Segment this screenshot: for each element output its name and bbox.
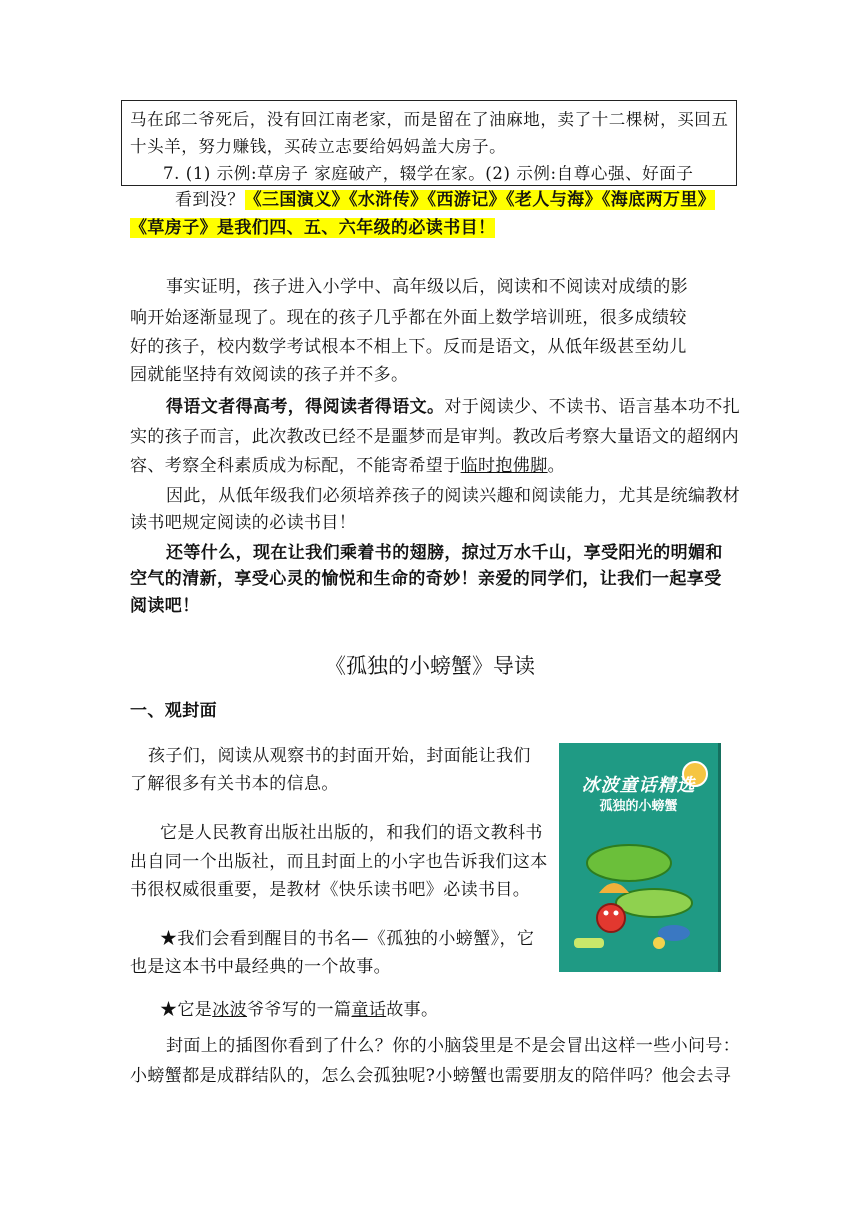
cover-p2-line-1: 它是人民教育出版社出版的，和我们的语文教科书 <box>160 823 543 843</box>
cover-p1-line-1: 孩子们，阅读从观察书的封面开始，封面能让我们 <box>148 746 531 766</box>
para2-line-3-pre: 容、考察全科素质成为标配，不能寄希望于 <box>130 456 461 476</box>
intro-line <box>175 186 715 214</box>
cover-p4 <box>160 996 438 1024</box>
cover-p3-line-2: 也是这本书中最经典的一个故事。 <box>130 957 391 977</box>
answer-line-1: 马在邱二爷死后，没有回江南老家，而是留在了油麻地，卖了十二棵树，买回五 <box>130 110 729 129</box>
cover-p4-post: 故事。 <box>386 1000 439 1020</box>
cover-p4-mid: 爷爷写的一篇 <box>247 1000 352 1020</box>
cover-series-title: 冰波童话精选 <box>581 775 696 796</box>
para4-line-3: 阅读吧！ <box>130 596 200 616</box>
para4-line-2: 空气的清新，享受心灵的愉悦和生命的奇妙！亲爱的同学们，让我们一起享受 <box>130 569 722 589</box>
para4-line-1: 还等什么，现在让我们乘着书的翅膀，掠过万水千山，享受阳光的明媚和 <box>166 543 723 563</box>
highlight-books-2: 《草房子》是我们四、五、六年级的必读书目！ <box>130 218 496 238</box>
cover-p2-line-3: 书很权威很重要，是教材《快乐读书吧》必读书目。 <box>130 880 531 900</box>
genre-word: 童话 <box>351 1000 387 1020</box>
book-cover-image <box>559 743 721 972</box>
para2-bold-slogan: 得语文者得高考，得阅读者得语文。 <box>166 397 445 417</box>
para2-line-3 <box>130 452 565 480</box>
para1-line-2: 响开始逐渐显现了。现在的孩子几乎都在外面上数学培训班，很多成绩较 <box>130 308 687 328</box>
author-name: 冰波 <box>212 1000 248 1020</box>
para1-line-3: 好的孩子，校内数学考试根本不相上下。反而是语文，从低年级甚至幼儿 <box>130 337 687 357</box>
para1-line-1: 事实证明，孩子进入小学中、高年级以后，阅读和不阅读对成绩的影 <box>166 277 688 297</box>
para2-line-2: 实的孩子而言，此次教改已经不是噩梦而是审判。教改后考察大量语文的超纲内 <box>130 427 739 447</box>
intro-lead: 看到没？ <box>175 190 245 210</box>
para2-line-1 <box>166 393 740 421</box>
cover-p2-line-2: 出自同一个出版社，而且封面上的小字也告诉我们这本 <box>130 852 548 872</box>
answer-line-2: 十头羊，努力赚钱，买砖立志要给妈妈盖大房子。 <box>130 137 507 156</box>
cover-book-title: 孤独的小螃蟹 <box>599 799 678 814</box>
intro-line-2 <box>130 214 495 242</box>
final-line-2: 小螃蟹都是成群结队的，怎么会孤独呢?小螃蟹也需要朋友的陪伴吗？他会去寻 <box>130 1066 732 1086</box>
para2-line-3-post: 。 <box>547 456 566 476</box>
guide-title: 《孤独的小螃蟹》导读 <box>325 654 535 678</box>
cover-p3-line-1: ★我们会看到醒目的书名—《孤独的小螃蟹》，它 <box>160 929 535 949</box>
cover-illustration <box>559 743 721 972</box>
section-heading: 一、观封面 <box>130 701 217 721</box>
final-line-1: 封面上的插图你看到了什么？你的小脑袋里是不是会冒出这样一些小问号： <box>166 1036 741 1056</box>
para3-line-2: 读书吧规定阅读的必读书目！ <box>130 513 357 533</box>
underlined-phrase: 临时抱佛脚 <box>460 456 548 476</box>
highlight-books-1: 《三国演义》《水浒传》《西游记》《老人与海》《海底两万里》 <box>244 190 716 210</box>
cover-p4-pre: ★它是 <box>160 1000 213 1020</box>
para3-line-1: 因此，从低年级我们必须培养孩子的阅读兴趣和阅读能力，尤其是统编教材 <box>166 486 741 506</box>
para1-line-4: 园就能坚持有效阅读的孩子并不多。 <box>130 365 409 385</box>
answer-line-3: 7. (1) 示例:草房子 家庭破产，辍学在家。(2) 示例:自尊心强、好面子 <box>163 164 694 183</box>
cover-p1-line-2: 了解很多有关书本的信息。 <box>130 774 339 794</box>
para2-line-1-rest: 对于阅读少、不读书、语言基本功不扎 <box>444 397 741 417</box>
crab-icon <box>597 904 625 932</box>
